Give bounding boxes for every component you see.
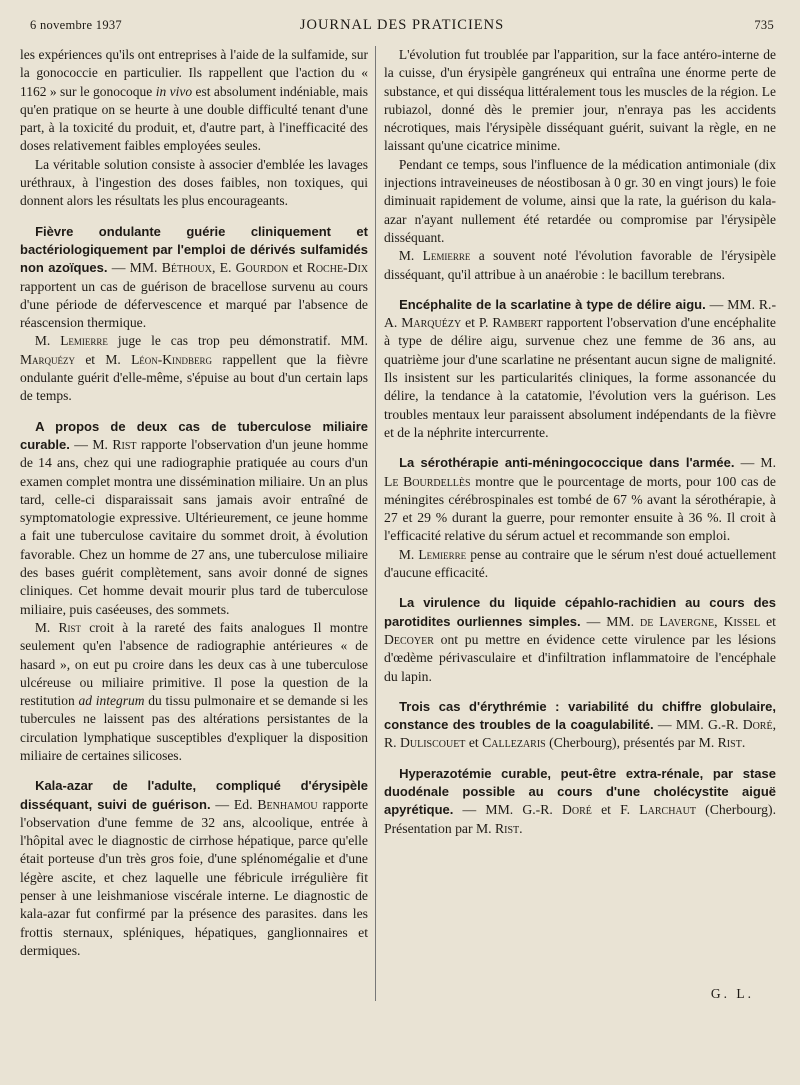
author-name: Marquézy xyxy=(20,351,75,367)
author-name: Rist xyxy=(495,820,520,836)
paragraph: M. Lemierre a souvent noté l'évolution favorable de l'érysipèle disséquant, qu'il attribue à un anaérobie : le bacillum terebrans. xyxy=(384,248,777,282)
section-title: Encéphalite de la scarlatine à type de délire aigu. xyxy=(399,296,706,312)
section-virulence: La virulence du liquide cépahlo-rachidien au cours des parotidites ourliennes simples. — MM. de Lavergne, Kissel et Decoyer ont pu mettre en évidence cette virulence par les lésions d'œdème périvasculaire et d'infiltration inflammatoire de l'encéphale du lapin. xyxy=(384,595,776,684)
section-title: Kala-azar de l'adulte, compliqué d'érysipèle disséquant, suivi de guérison. xyxy=(20,778,368,812)
author-name: Decoyer xyxy=(384,631,434,647)
section-title: Trois cas d'érythrémie : variabilité du chiffre globulaire, constance des troubles de la coagulabilité. xyxy=(384,698,776,733)
section-serotherapie: La sérothérapie anti-méningococcique dans l'armée. — M. Le Bourdellès montre que le pourcentage de morts, pour 100 cas de méningites cérébrospinales est tombé de 67 % avant la sérothérapie, à 27 et 29 % durant la guerre, pour remonter ensuite à 36 %. Il croit à l'efficacité relative du sérum actuel et recommande son emploi. xyxy=(384,455,777,544)
paragraph: Pendant ce temps, sous l'influence de la médication antimoniale (dix injections intraveineuses de néostibosan à 0 gr. 30 en vingt jours) le foie diminuait rapidement de volume, ainsi que la rate, la guérison du kala-azar n'ayant nullement été retardée ou compromise par l'érysipèle disséquant. xyxy=(384,156,776,245)
section-title: La virulence du liquide cépahlo-rachidien au cours des parotidites ourliennes simples. xyxy=(384,595,776,629)
author-name: Rist xyxy=(112,436,137,452)
left-column xyxy=(20,46,368,1025)
paragraph: La véritable solution consiste à associer d'emblée les lavages uréthraux, à l'ingestion des doses faibles, non toxiques, qui donnent alors les résultats les plus encourageants. xyxy=(20,156,368,209)
section-hyperazotemie: Hyperazotémie curable, peut-être extra-rénale, par stase duodénale possible au cours d'une cholécystite aiguë apyrétique. — MM. G.-R. Doré et F. Larchaut (Cherbourg). Présentation par M. Rist. xyxy=(384,765,776,836)
author-name: Le Bourdellès xyxy=(384,473,471,489)
author-name: de Lavergne xyxy=(639,613,715,629)
section-title: Fièvre ondulante guérie cliniquement et bactériologiquement par l'emploi de dérivés sulfamidés non azoïques. xyxy=(20,223,368,276)
paragraph: M. Lemierre pense au contraire que le sérum n'est doué actuellement d'aucune efficacité. xyxy=(384,546,777,581)
page-number: 735 xyxy=(754,18,774,32)
author-name: Marquézy xyxy=(401,315,462,331)
paragraph: M. Lemierre juge le cas trop peu démonstratif. MM. Marquézy et M. Léon-Kindberg rappellent que la fièvre ondulante guérit d'elle-même, s'épuise au bout d'un certain laps de temps. xyxy=(20,333,369,404)
section-fievre-ondulante: Fièvre ondulante guérie cliniquement et bactériologiquement par l'emploi de dérivés sulfamidés non azoïques. — MM. Béthoux, E. Gourdon et Roche-Dix rapportent un cas de guérison de bracellose survenu au cours d'une période de défervescence et marqué par l'absence de réascension thermique. xyxy=(20,223,369,331)
paragraph: L'évolution fut troublée par l'apparition, sur la face antéro-interne de la cuisse, d'un érysipèle gangréneux qui entraîna une énorme perte de substance, et qui disséqua littéralement tous les muscles de la région. Le rubiazol, donné dès le premier jour, n'enraya pas les accidents nécrotiques, mais l'érysipèle disséquant guérit, suivant la règle, en ne laissant qu'une cicatrice minime. xyxy=(384,47,776,154)
author-name: Lemierre xyxy=(422,248,471,264)
section-title: Hyperazotémie curable, peut-être extra-rénale, par stase duodénale possible au cours d'une cholécystite aiguë apyrétique. xyxy=(384,765,776,818)
column-divider xyxy=(375,46,376,1001)
author-name: Doré xyxy=(742,717,773,733)
issue-date: 6 novembre 1937 xyxy=(30,18,122,32)
running-head xyxy=(30,14,774,36)
paragraph: M. Rist croit à la rareté des faits analogues Il montre seulement qu'en l'absence de radiographie antérieures « de hasard », on eut pu croire dans les deux cas à une tuberculose ulcéreuse ou miliaire primitive. Il pose la question de la restitution ad integrum du tissu pulmonaire et se demande si les tubercules ne laissent pas des altérations persistantes de la circulation lymphatique susceptibles d'expliquer la disposition miliaire de certaines silicoses. xyxy=(20,619,369,763)
section-erythremie: Trois cas d'érythrémie : variabilité du chiffre globulaire, constance des troubles de la coagulabilité. — MM. G.-R. Doré, R. Duliscouet et Callezaris (Cherbourg), présentés par M. Rist. xyxy=(384,698,776,751)
right-column xyxy=(384,46,776,1025)
author-name: Rist xyxy=(58,619,81,635)
author-name: Callezaris xyxy=(482,735,546,751)
author-name: Kissel xyxy=(723,613,761,629)
author-name: Larchaut xyxy=(639,802,696,818)
section-tuberculose-miliaire: A propos de deux cas de tuberculose miliaire curable. — M. Rist rapporte l'observation d'un jeune homme de 14 ans, chez qui une radiographie pratiquée au cours d'un examen complet montra une dissémination miliaire. Un an plus tard, celle-ci disparaissait sans jamais avoir entraîné de symptomatologie expressive. Ultérieurement, ce jeune homme a fait une tuberculose cavitaire du sommet droit, à évolution favorable. Chez un homme de 27 ans, une tuberculose miliaire des bases guérit complètement, sans avoir donné de signes cliniques. Cet homme devait mourir plus tard de tuberculose miliaire, puis caséeuses, des sommets. xyxy=(20,418,369,617)
paragraph: les expériences qu'ils ont entreprises à l'aide de la sulfamide, sur la gonococcie en particulier. Ils rappellent que l'action du « 1162 » sur le gonocoque in vivo est absolument indéniable, mais qu'en pratique on se heurte à une double difficulté tenant d'une part, à la toxicité du produit, et, d'autre part, à l'inefficacité des doses relativement faibles employées seules. xyxy=(20,47,369,154)
section-encephalite: Encéphalite de la scarlatine à type de délire aigu. — MM. R.-A. Marquézy et P. Rambert rapportent l'observation d'une encéphalite à type de délire aigu, survenue chez une femme de 36 ans, au quatrième jour d'une scarlatine ne présentant aucun signe de malignité. Ils insistent sur les particularités cliniques, la forme assonancée du délire, la tendance à la catatomie, l'évolution vers la guérison. Les troubles mentaux leur paraissent absolument indépendants de la fièvre et de la néphrite intercurrente. xyxy=(384,296,777,440)
author-name: Béthoux xyxy=(161,260,212,276)
author-name: E. Gourdon xyxy=(219,260,289,276)
author-name: Doré xyxy=(561,802,592,818)
author-name: Lemierre xyxy=(60,333,108,349)
journal-title: JOURNAL DES PRATICIENS xyxy=(299,17,505,33)
signature-initials: G. L. xyxy=(710,986,754,1001)
author-name: Roche-Dix xyxy=(306,260,369,276)
section-kala-azar: Kala-azar de l'adulte, compliqué d'érysipèle disséquant, suivi de guérison. — Ed. Benhamou rapporte l'observation d'une femme de 32 ans, alcoolique, entrée à l'hôpital avec le diagnostic de cirrhose hépatique, parce qu'elle était porteuse d'un très gros foie, d'une splénomégalie et d'une légère ascite, et chez laquelle une fébricule irrégulière fit penser à une leishmaniose viscérale interne. Le diagnostic de kala-azar fut confirmé par la présence des parasites. dans les frottis sternaux, spléniques, hépatiques, ganglionnaires et dermiques. xyxy=(20,778,369,958)
section-title: La sérothérapie anti-méningococcique dans l'armée. xyxy=(399,455,735,471)
section-title: A propos de deux cas de tuberculose miliaire curable. xyxy=(20,418,368,452)
author-name: Léon-Kindberg xyxy=(131,351,213,367)
author-name: Duliscouet xyxy=(399,735,466,751)
author-name: Lemierre xyxy=(418,546,467,562)
author-name: Benhamou xyxy=(257,796,318,812)
author-name: Rist xyxy=(717,735,742,751)
author-name: Rambert xyxy=(492,315,543,331)
